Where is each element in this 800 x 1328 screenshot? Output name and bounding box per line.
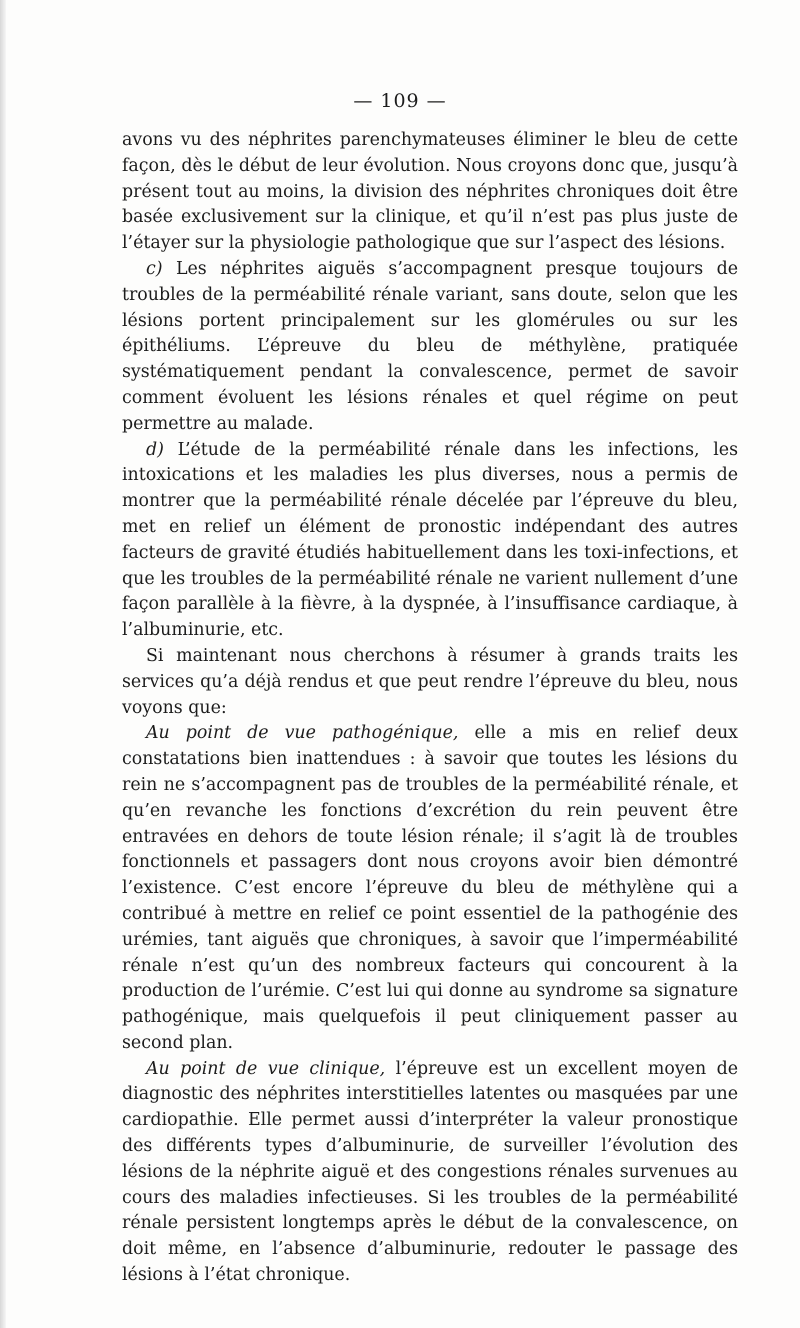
paragraph-pathogenic bbox=[122, 721, 738, 1056]
paragraph-text: avons vu des néphrites parenchymateuses éliminer le bleu de cette façon, dès le début de leur évolution. Nous croyons donc que, jusqu’à présent tout au moins, la division des néphrites chroniques doit être basée exclusivement sur la clinique, et qu’il n’est pas plus juste de l’étayer sur la physiologie pathologique que sur l’aspect des lésions. bbox=[122, 130, 738, 254]
paragraph-continuation bbox=[122, 128, 738, 257]
paragraph-label: Au point de vue pathogénique, bbox=[146, 723, 459, 744]
paragraph-text: elle a mis en relief deux constatations bien inattendues : à savoir que toutes les lésions du rein ne s’accompagnent pas de troubles de la perméabilité rénale, et qu’en revanche les fonctions d’excrétion du rein peuvent être entravées en dehors de toute lésion rénale; il s’agit là de troubles fonctionnels et passagers dont nous croyons avoir bien démontré l’existence. C’est encore l’épreuve du bleu de méthylène qui a contribué à mettre en relief ce point essentiel de la pathogénie des urémies, tant aiguës que chroniques, à savoir que l’imperméabilité rénale n’est qu’un des nombreux facteurs qui concourent à la production de l’urémie. C’est lui qui donne au syndrome sa signature pathogénique, mais quelquefois il peut cliniquement passer au second plan. bbox=[122, 723, 738, 1053]
paragraph-clinical bbox=[122, 1057, 738, 1289]
paragraph-label: d) bbox=[146, 439, 164, 460]
paragraph-label: c) bbox=[146, 258, 163, 279]
paragraph-c bbox=[122, 257, 738, 438]
page-number: — 109 — bbox=[353, 90, 447, 112]
paragraph-text: l’épreuve est un excellent moyen de diagnostic des néphrites interstitielles latentes ou masquées par une cardiopathie. Elle permet aussi d’interpréter la valeur pronostique des différents types d’albuminurie, de surveiller l’évolution des lésions de la néphrite aiguë et des congestions rénales survenues au cours des maladies infectieuses. Si les troubles de la perméabilité rénale persistent longtemps après le début de la convalescence, on doit même, en l’absence d’albuminurie, redouter le passage des lésions à l’état chronique. bbox=[122, 1058, 738, 1286]
paragraph-text: Les néphrites aiguës s’accompagnent presque toujours de troubles de la perméabilité rénale variant, sans doute, selon que les lésions portent principalement sur les glomérules ou sur les épithéliums. L’épreuve du bleu de méthylène, pratiquée systématiquement pendant la convalescence, permet de savoir comment évoluent les lésions rénales et quel régime on peut permettre au malade. bbox=[122, 258, 738, 434]
paragraph-text: L’étude de la perméabilité rénale dans les infections, les intoxications et les maladies les plus diverses, nous a permis de montrer que la perméabilité rénale décelée par l’épreuve du bleu, met en relief un élément de pronostic indépendant des autres facteurs de gravité étudiés habituellement dans les toxi-infections, et que les troubles de la perméabilité rénale ne varient nullement d’une façon parallèle à la fièvre, à la dyspnée, à l’insuffisance cardiaque, à l’albuminurie, etc. bbox=[122, 439, 738, 641]
paragraph-label: Au point de vue clinique, bbox=[146, 1058, 386, 1079]
body-text bbox=[122, 128, 738, 1289]
paragraph-text: Si maintenant nous cherchons à résumer à grands traits les services qu’a déjà rendus et que peut rendre l’épreuve du bleu, nous voyons que: bbox=[122, 645, 738, 718]
paragraph-summary-intro bbox=[122, 644, 738, 721]
paragraph-d bbox=[122, 438, 738, 644]
